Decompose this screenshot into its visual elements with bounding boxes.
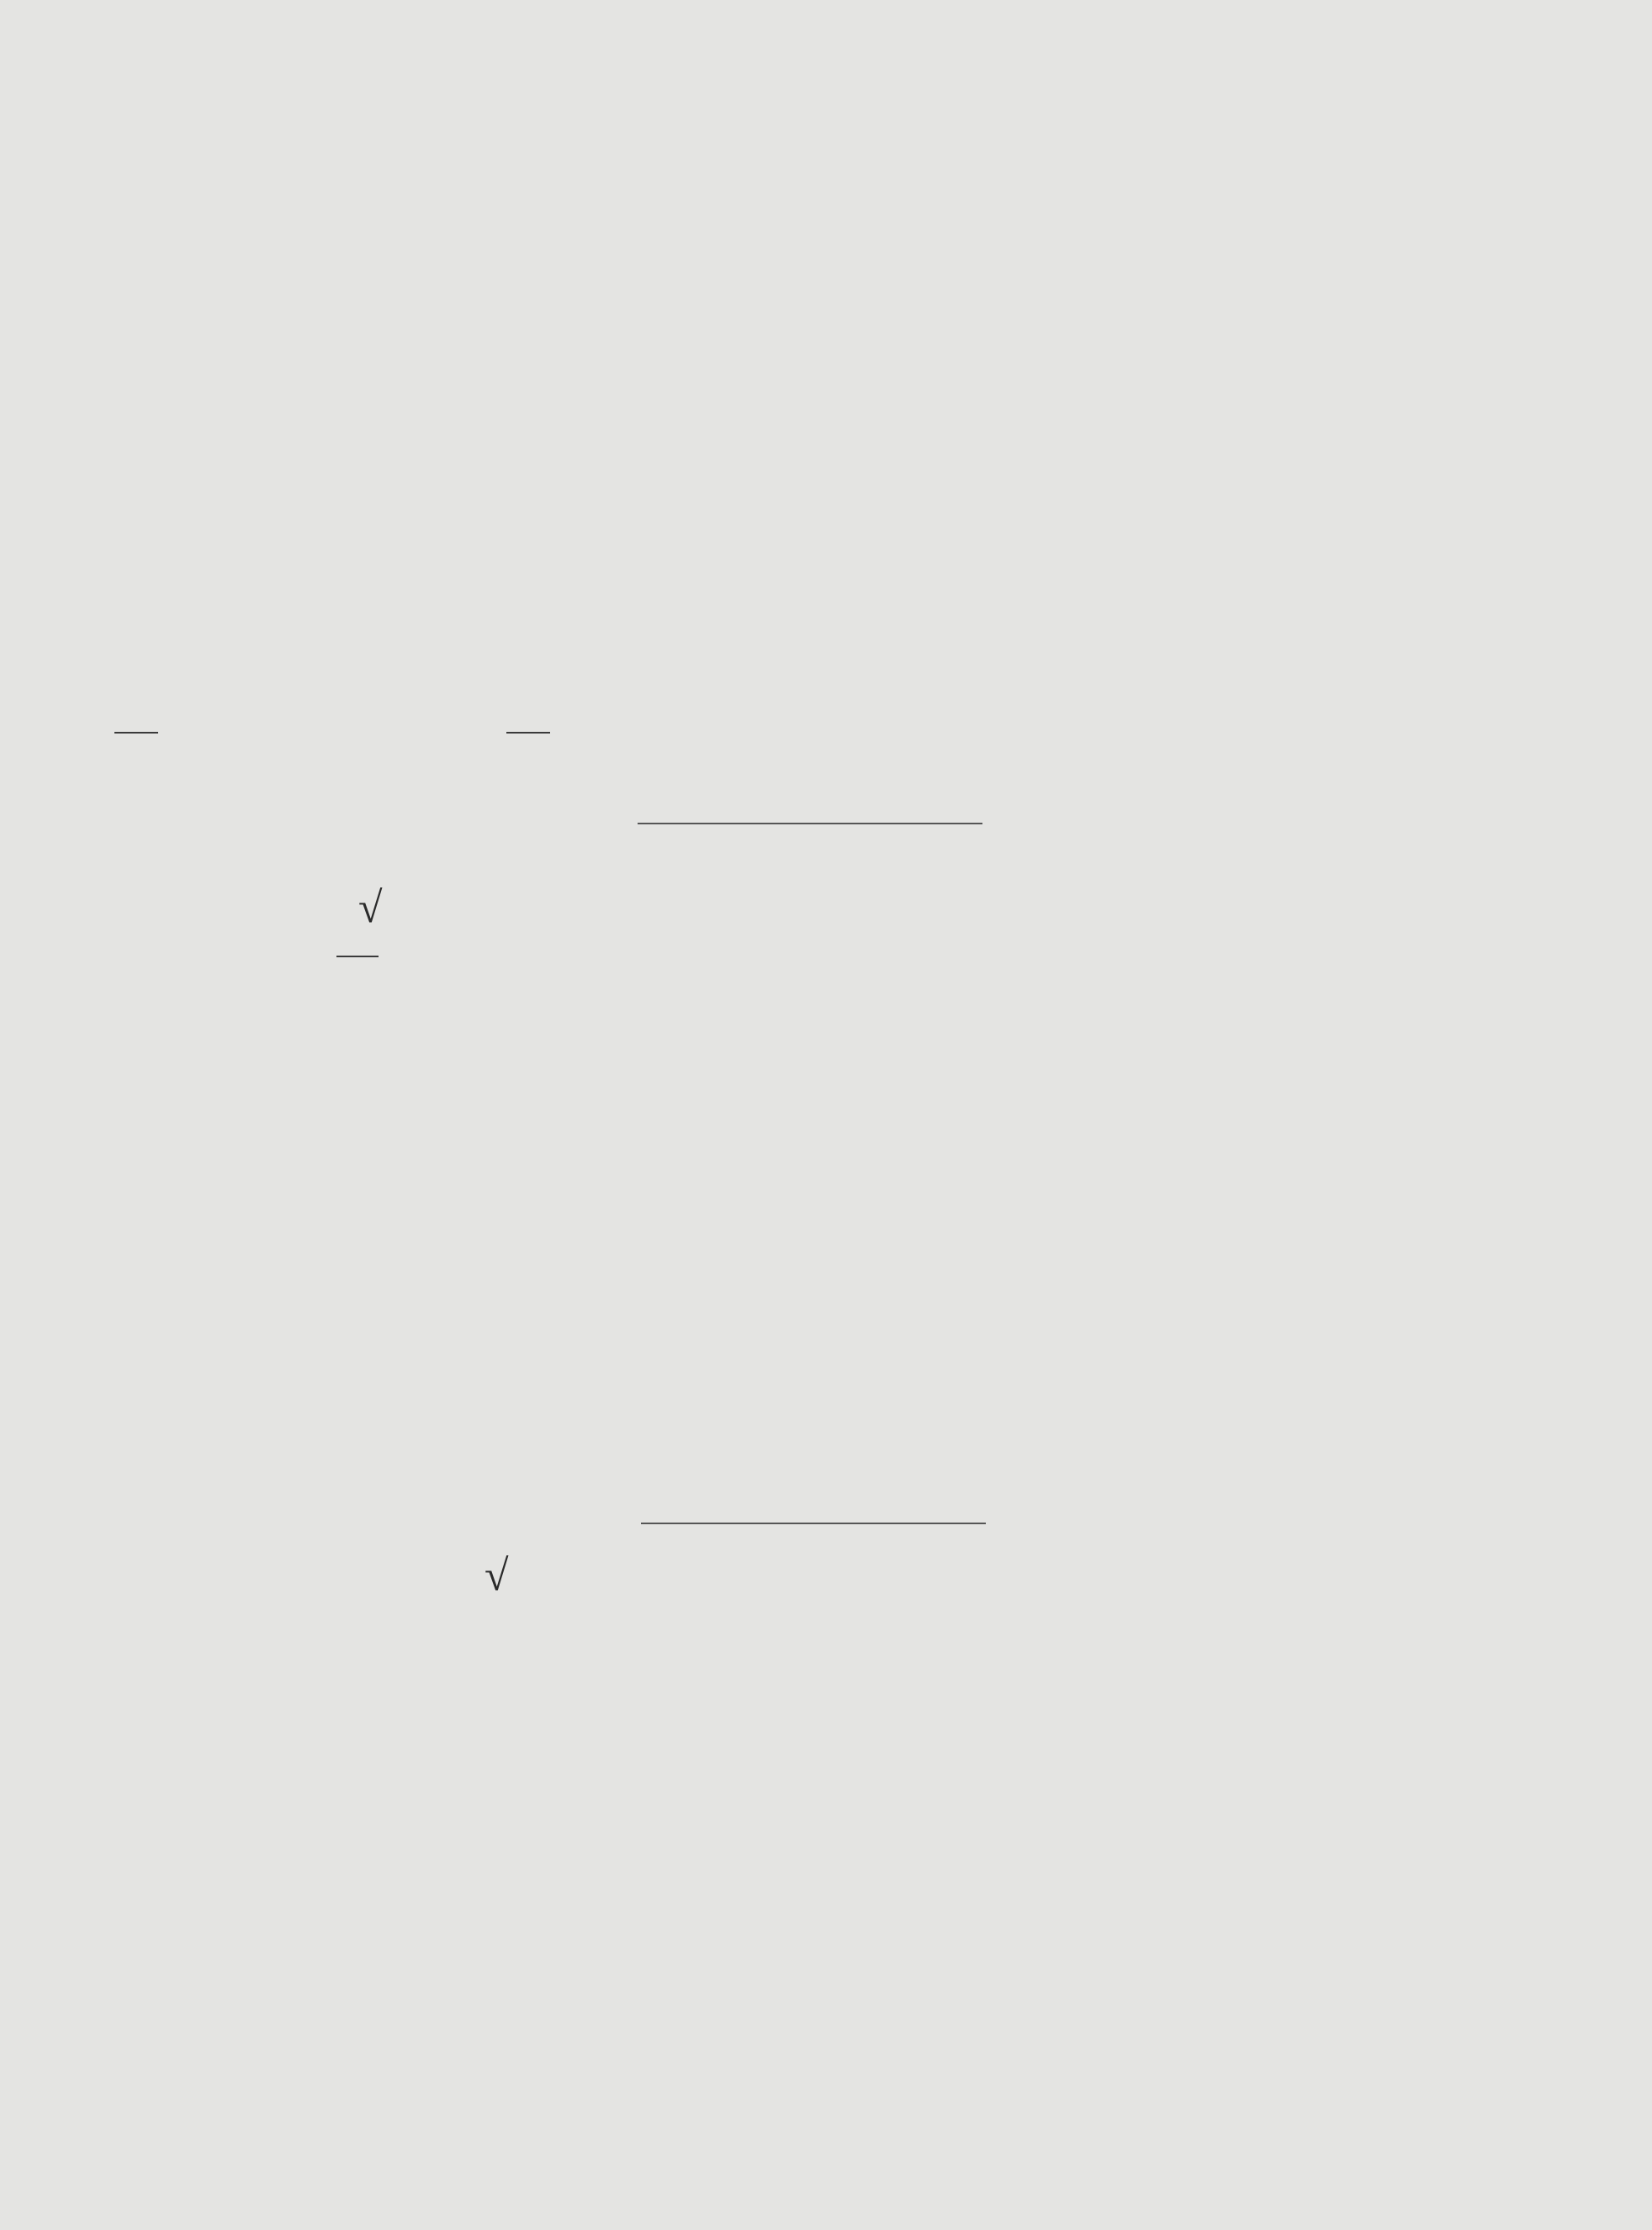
s3-fourth-root — [474, 1529, 550, 1600]
ratio-y-over-x — [114, 725, 158, 740]
ratio-y-numerator — [114, 725, 158, 732]
ratio-y-denominator — [114, 734, 158, 740]
ratio-x-over-n — [506, 725, 550, 740]
radical-sign-icon: √ — [358, 884, 383, 932]
s2-fourth-root — [353, 861, 505, 932]
fraction-numerator — [336, 949, 379, 956]
a0-fraction — [336, 949, 379, 964]
ratio-x-numerator — [506, 725, 550, 732]
fraction-denominator — [336, 957, 379, 964]
divider-1 — [638, 823, 982, 824]
radical-sign-icon: √ — [484, 1552, 509, 1600]
divider-2 — [641, 1523, 986, 1524]
ratio-x-denominator — [506, 734, 550, 740]
